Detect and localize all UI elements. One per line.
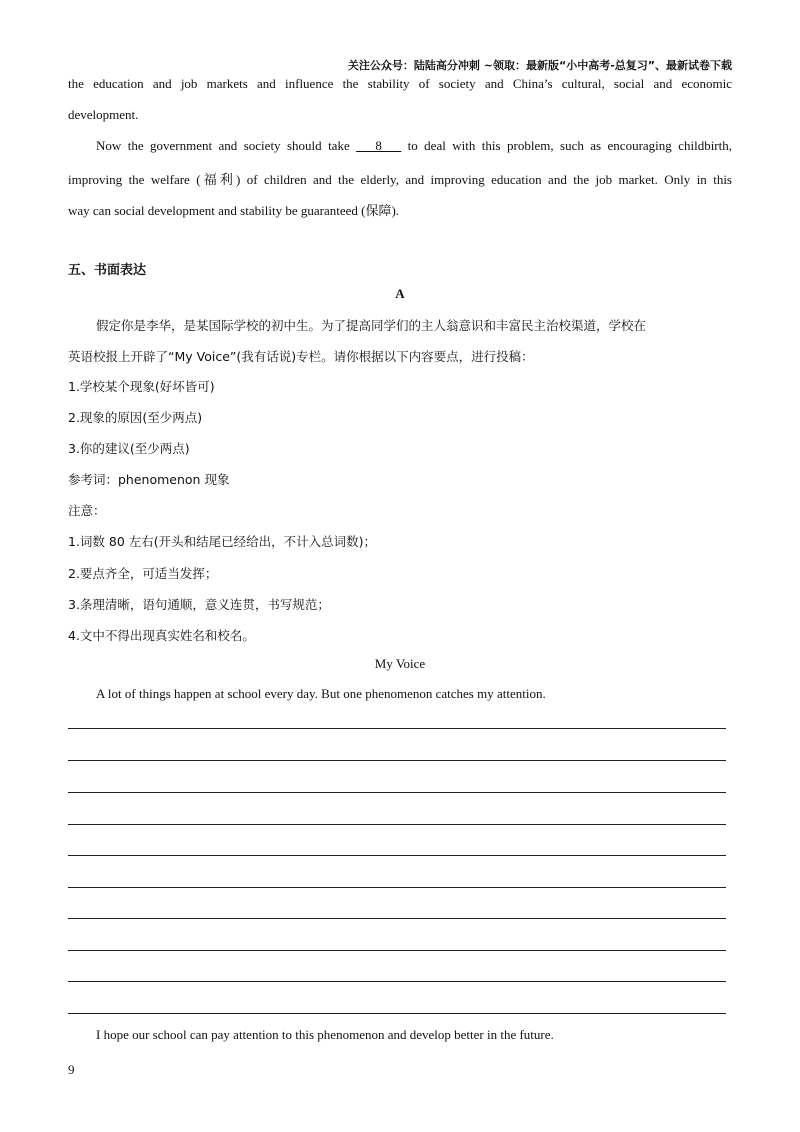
essay-closing: I hope our school can pay attention to this phenomenon and develop better in the future. xyxy=(96,1027,554,1042)
answer-blank-8: 8 xyxy=(356,138,402,153)
writing-line[interactable] xyxy=(68,792,726,793)
section-subtitle: A xyxy=(395,286,405,301)
note-item: 1.词数 80 左右(开头和结尾已经给出，不计入总词数)； xyxy=(68,534,377,549)
essay-opening: A lot of things happen at school every day. But one phenomenon catches my attention. xyxy=(96,686,546,701)
notes-label: 注意： xyxy=(68,503,106,518)
note-item: 4.文中不得出现真实姓名和校名。 xyxy=(68,628,255,643)
writing-line[interactable] xyxy=(68,728,726,729)
writing-line[interactable] xyxy=(68,981,726,982)
writing-line[interactable] xyxy=(68,855,726,856)
passage-line: way can social development and stability be guaranteed (保障). xyxy=(68,203,400,218)
passage-line: the education and job markets and influence the stability of society and China’s cultural, social and economic xyxy=(68,76,732,91)
prompt-point: 2.现象的原因(至少两点) xyxy=(68,410,203,425)
promo-header: 关注公众号：陆陆高分冲刺 ~领取：最新版“小中高考-总复习”、最新试卷下载 xyxy=(347,59,732,72)
passage-text: Now the government and society should take xyxy=(96,138,357,153)
writing-line[interactable] xyxy=(68,824,726,825)
page-number: 9 xyxy=(68,1062,75,1077)
note-item: 2.要点齐全，可适当发挥； xyxy=(68,566,218,581)
writing-line[interactable] xyxy=(68,1013,726,1014)
prompt-intro: 英语校报上开辟了“My Voice”(我有话说)专栏。请你根据以下内容要点，进行投稿： xyxy=(68,349,534,364)
passage-paragraph-2 xyxy=(96,138,732,154)
passage-line: development. xyxy=(68,107,139,122)
passage-line: improving the welfare (福利) of children and the elderly, and improving education and the job market. Only in this xyxy=(68,172,732,187)
writing-line[interactable] xyxy=(68,950,726,951)
note-item: 3.条理清晰，语句通顺，意义连贯，书写规范； xyxy=(68,597,330,612)
writing-line[interactable] xyxy=(68,887,726,888)
passage-text: to deal with this problem, such as encouraging childbirth, xyxy=(401,138,732,153)
section-title: 五、书面表达 xyxy=(68,263,147,278)
prompt-point: 3.你的建议(至少两点) xyxy=(68,441,190,456)
essay-title: My Voice xyxy=(374,656,426,671)
writing-line[interactable] xyxy=(68,760,726,761)
prompt-point: 1.学校某个现象(好坏皆可) xyxy=(68,379,215,394)
prompt-intro: 假定你是李华，是某国际学校的初中生。为了提高同学们的主人翁意识和丰富民主治校渠道，学校在 xyxy=(96,318,647,333)
reference-word: 参考词：phenomenon 现象 xyxy=(68,472,230,487)
writing-line[interactable] xyxy=(68,918,726,919)
